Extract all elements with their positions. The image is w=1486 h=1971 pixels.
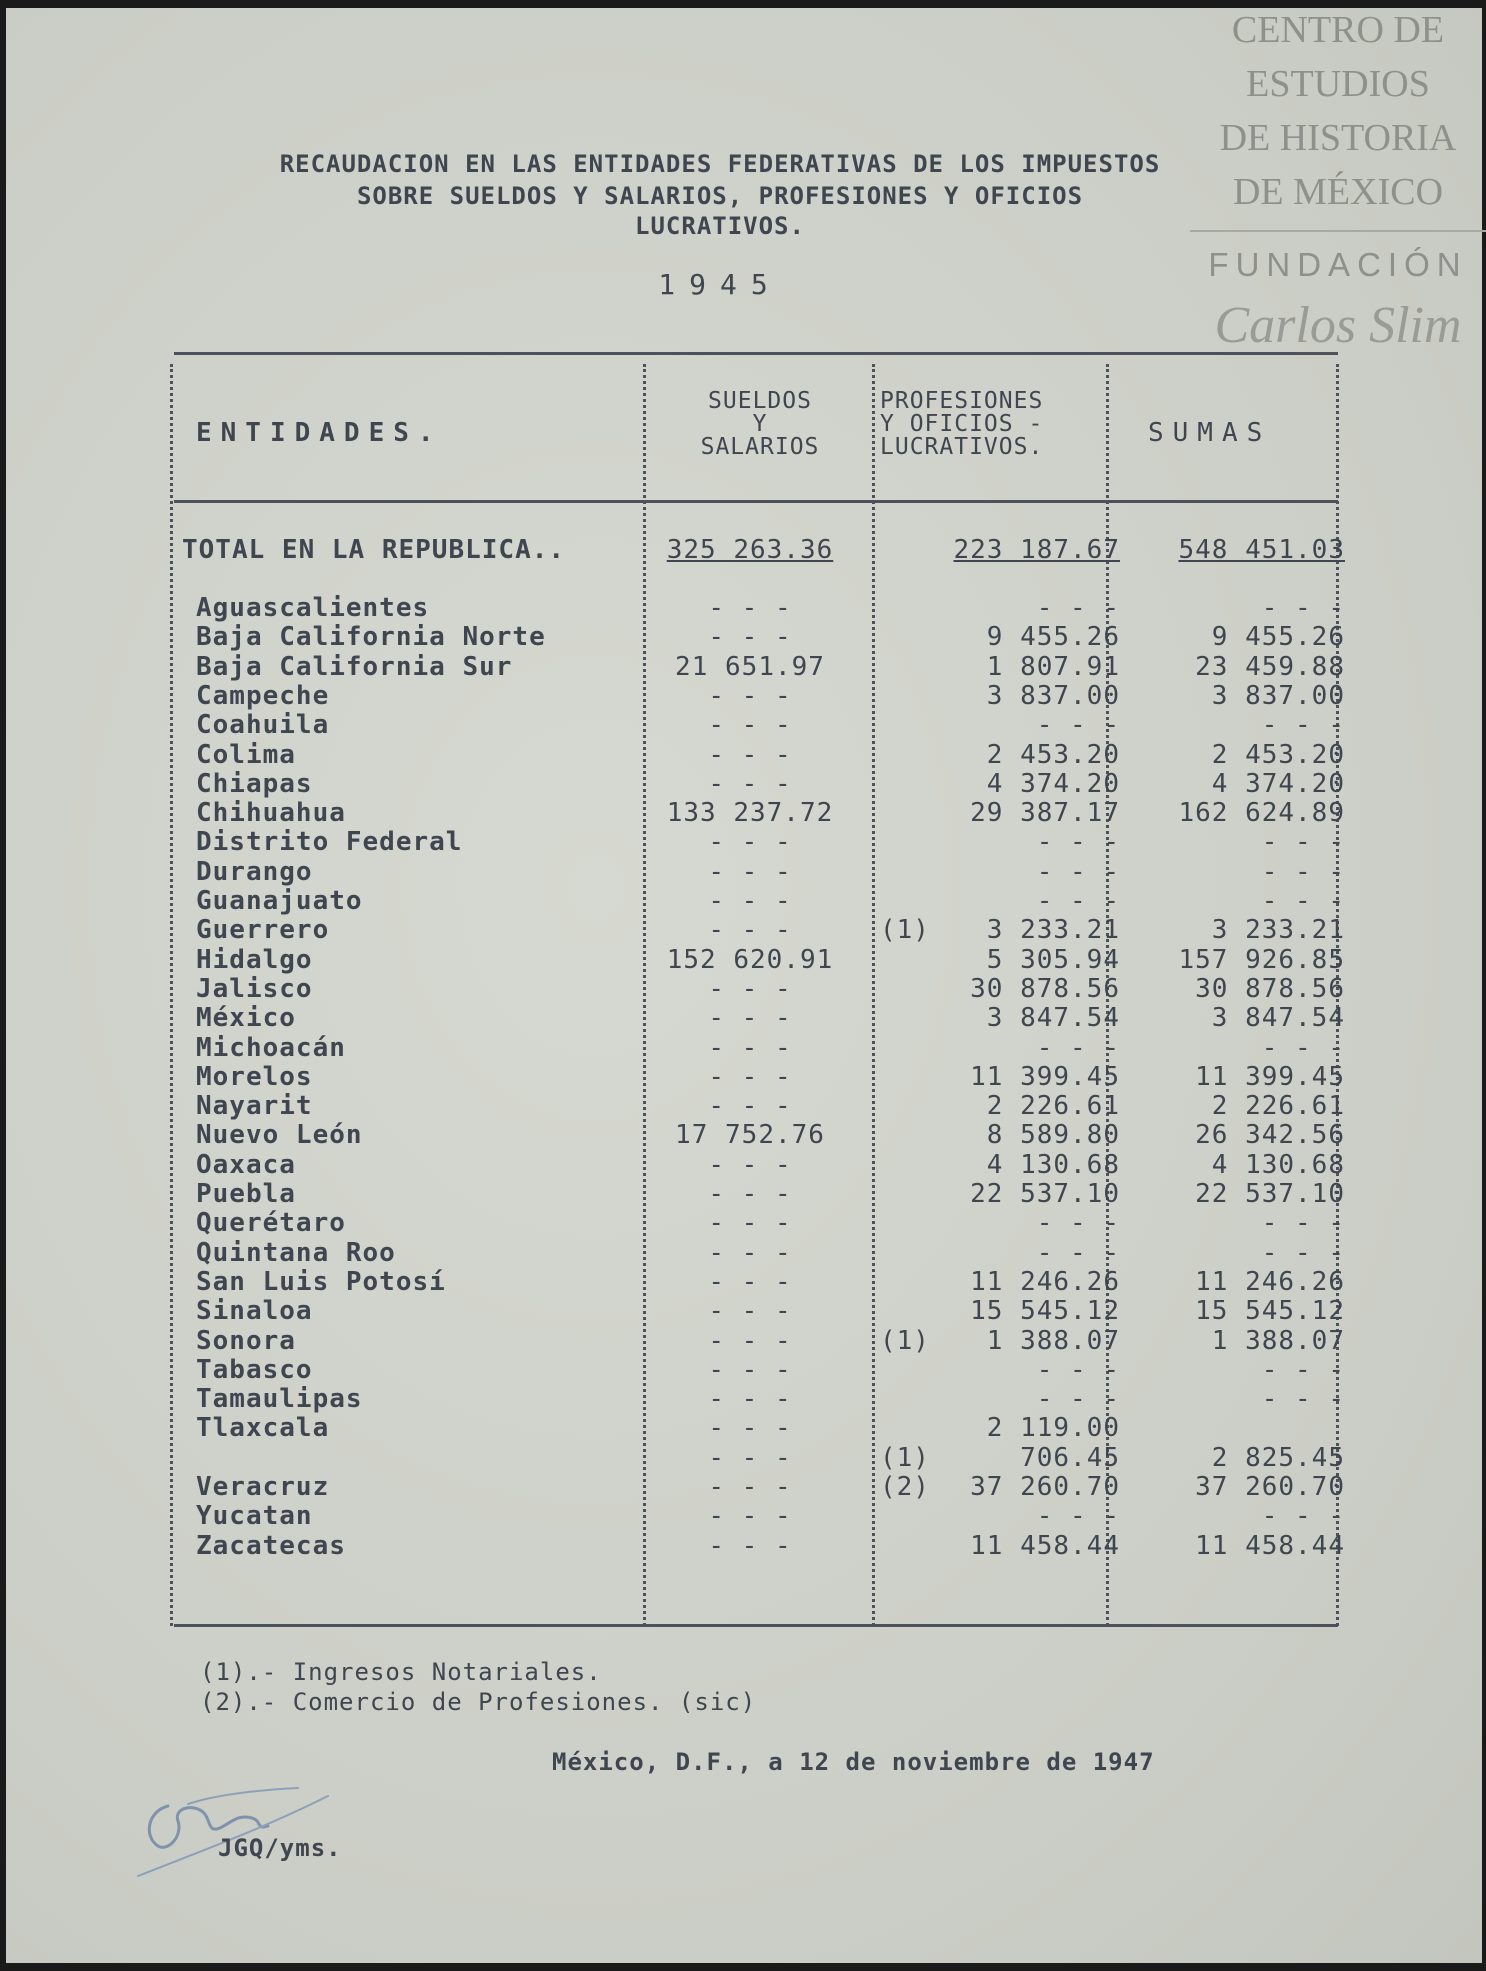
sumas-value: 9 455.26 xyxy=(1211,622,1345,653)
entidad-name: Baja California Sur xyxy=(196,651,513,682)
sueldos-value: - - - xyxy=(708,1354,792,1385)
sueldos-value: - - - xyxy=(708,1208,792,1239)
table-row xyxy=(170,622,1345,653)
sueldos-value: - - - xyxy=(708,1325,792,1356)
entidad-name: Puebla xyxy=(196,1179,296,1209)
entidad-name: Sinaloa xyxy=(196,1296,313,1327)
sumas-value: 22 537.10 xyxy=(1195,1179,1345,1209)
sueldos-value: - - - xyxy=(708,1472,792,1502)
table-row xyxy=(170,768,1345,799)
sueldos-value: - - - xyxy=(708,768,792,799)
sueldos-value: - - - xyxy=(708,973,792,1004)
sueldos-value: - - - xyxy=(708,680,792,711)
sumas-value: 2 453.20 xyxy=(1211,739,1345,770)
sueldos-value: - - - xyxy=(708,856,792,887)
sueldos-value: 21 651.97 xyxy=(675,651,825,682)
watermark-line-3: DE HISTORIA xyxy=(1219,117,1457,159)
profesiones-value: 2 226.61 xyxy=(986,1091,1120,1122)
entidad-name: Tamaulipas xyxy=(196,1384,363,1415)
sumas-value: - - - xyxy=(1261,886,1345,916)
sumas-value: - - - xyxy=(1261,1384,1345,1415)
sumas-value: - - - xyxy=(1261,1032,1345,1063)
table-row xyxy=(170,1414,1340,1443)
entidad-name: Querétaro xyxy=(196,1208,346,1239)
entidad-name: Coahuila xyxy=(196,710,330,741)
sumas-value: 3 837.00 xyxy=(1211,680,1345,711)
table-row xyxy=(170,1501,1345,1532)
sueldos-value: - - - xyxy=(708,1003,792,1034)
entidad-name: México xyxy=(196,1003,296,1034)
sumas-value: 11 246.26 xyxy=(1195,1266,1345,1297)
table-row xyxy=(170,1149,1345,1180)
profesiones-value: - - - xyxy=(1036,827,1120,858)
profesiones-value: - - - xyxy=(1036,886,1120,916)
sueldos-value: - - - xyxy=(708,1237,792,1268)
header-sueldos-line-1: SUELDOS xyxy=(708,388,812,414)
profesiones-value: - - - xyxy=(1036,1384,1120,1415)
entidad-name: Chiapas xyxy=(196,768,313,799)
sueldos-value: - - - xyxy=(708,1179,792,1209)
title-line-3: LUCRATIVOS. xyxy=(635,212,805,240)
entidad-name: Aguascalientes xyxy=(196,593,430,623)
table-row xyxy=(170,944,1345,975)
sueldos-value: - - - xyxy=(708,1442,792,1473)
header-profesiones-line-1: PROFESIONES xyxy=(880,388,1044,414)
entidad-name: Durango xyxy=(196,856,313,887)
entidad-name: Oaxaca xyxy=(196,1149,296,1180)
watermark-line-1: CENTRO DE xyxy=(1231,9,1445,51)
sueldos-value: - - - xyxy=(708,886,792,916)
sueldos-value: - - - xyxy=(708,1149,792,1180)
entidad-name: Tlaxcala xyxy=(196,1413,330,1444)
sumas-value: - - - xyxy=(1261,856,1345,887)
profesiones-value: - - - xyxy=(1036,1237,1120,1268)
entidad-name: Quintana Roo xyxy=(196,1237,396,1268)
entidad-name: Zacatecas xyxy=(196,1530,346,1561)
sueldos-value: - - - xyxy=(708,827,792,858)
sueldos-value: - - - xyxy=(708,1091,792,1122)
sueldos-value: - - - xyxy=(708,1530,792,1561)
table-row xyxy=(170,798,1345,829)
sumas-value: 4 130.68 xyxy=(1211,1149,1345,1180)
profesiones-value: - - - xyxy=(1036,593,1120,623)
header-profesiones-line-3: LUCRATIVOS. xyxy=(880,434,1044,460)
profesiones-value: 706.45 xyxy=(1020,1442,1120,1473)
header-profesiones xyxy=(880,390,1080,459)
profesiones-value: 11 458.44 xyxy=(970,1530,1120,1561)
total-sumas: 548 451.03 xyxy=(1178,535,1345,565)
sueldos-value: - - - xyxy=(708,1266,792,1297)
sumas-value: 2 825.45 xyxy=(1211,1442,1345,1473)
table-row xyxy=(170,1472,1345,1502)
table-row xyxy=(170,915,1345,946)
header-sueldos xyxy=(650,390,870,459)
sueldos-value: - - - xyxy=(708,593,792,623)
table-row xyxy=(170,1237,1345,1268)
entidad-name: Veracruz xyxy=(196,1472,330,1502)
profesiones-value: - - - xyxy=(1036,1354,1120,1385)
sumas-value: 37 260.70 xyxy=(1195,1472,1345,1502)
watermark-signature: Carlos Slim xyxy=(1214,297,1462,354)
profesiones-value: - - - xyxy=(1036,1501,1120,1532)
profesiones-value: 4 374.20 xyxy=(986,768,1120,799)
entidad-name: Jalisco xyxy=(196,973,313,1004)
profesiones-value: 15 545.12 xyxy=(970,1296,1120,1327)
table-top-rule xyxy=(174,352,1338,355)
profesiones-value: 3 233.21 xyxy=(986,915,1120,946)
sumas-value: 157 926.85 xyxy=(1178,944,1345,975)
sumas-value: 30 878.56 xyxy=(1195,973,1345,1004)
total-sueldos: 325 263.36 xyxy=(666,535,834,565)
sumas-value: 3 233.21 xyxy=(1211,915,1345,946)
table-row xyxy=(170,739,1345,770)
entidad-name: Campeche xyxy=(196,680,330,711)
sueldos-value: - - - xyxy=(708,622,792,653)
sumas-value: - - - xyxy=(1261,1354,1345,1385)
table-row xyxy=(170,886,1345,916)
watermark-line-4: DE MÉXICO xyxy=(1232,171,1444,213)
profesiones-value: 9 455.26 xyxy=(986,622,1120,653)
profesiones-value: - - - xyxy=(1036,1208,1120,1239)
table-row xyxy=(170,1325,1345,1356)
sumas-value: 1 388.07 xyxy=(1211,1325,1345,1356)
sumas-value: 11 458.44 xyxy=(1195,1530,1345,1561)
sueldos-value: 152 620.91 xyxy=(666,944,834,975)
sueldos-value: 133 237.72 xyxy=(666,798,834,829)
profesiones-value: 37 260.70 xyxy=(970,1472,1120,1502)
sumas-value: - - - xyxy=(1261,1208,1345,1239)
table-row xyxy=(170,1061,1345,1092)
entidad-name: Morelos xyxy=(196,1061,313,1092)
profesiones-value: 2 453.20 xyxy=(986,739,1120,770)
table-row xyxy=(170,973,1345,1004)
entidad-name: Tabasco xyxy=(196,1354,313,1385)
sueldos-value: - - - xyxy=(708,1384,792,1415)
entidad-name: Guanajuato xyxy=(196,886,363,916)
entidad-name: Sonora xyxy=(196,1325,296,1356)
footnote-2: (2).- Comercio de Profesiones. (sic) xyxy=(200,1688,757,1716)
sueldos-value: - - - xyxy=(708,1413,792,1444)
profesiones-value: 2 119.00 xyxy=(986,1413,1120,1444)
table-row xyxy=(170,827,1345,858)
sumas-value: 3 847.54 xyxy=(1211,1003,1345,1034)
header-sueldos-line-2: Y xyxy=(752,411,768,437)
sumas-value: - - - xyxy=(1261,593,1345,623)
sumas-value: - - - xyxy=(1261,1501,1345,1532)
sueldos-value: - - - xyxy=(708,915,792,946)
table-row xyxy=(170,1208,1345,1239)
profesiones-value: 4 130.68 xyxy=(986,1149,1120,1180)
profesiones-value: - - - xyxy=(1036,710,1120,741)
sueldos-value: - - - xyxy=(708,1061,792,1092)
total-label: TOTAL EN LA REPUBLICA.. xyxy=(182,535,566,565)
sumas-value: - - - xyxy=(1261,1237,1345,1268)
footnote-marker: (1) xyxy=(880,1325,930,1356)
entidad-name: Colima xyxy=(196,739,296,770)
profesiones-value: 3 837.00 xyxy=(986,680,1120,711)
watermark-line-2: ESTUDIOS xyxy=(1246,63,1430,105)
footnote-marker: (1) xyxy=(880,915,930,946)
footnote-marker: (2) xyxy=(880,1472,930,1502)
total-profesiones: 223 187.67 xyxy=(953,535,1120,565)
profesiones-value: 29 387.17 xyxy=(970,798,1120,829)
entidad-name: Guerrero xyxy=(196,915,330,946)
sumas-value: 4 374.20 xyxy=(1211,768,1345,799)
header-bottom-rule xyxy=(174,500,1338,503)
sueldos-value: 17 752.76 xyxy=(675,1120,825,1151)
profesiones-value: 8 589.80 xyxy=(986,1120,1120,1151)
entidad-name: Distrito Federal xyxy=(196,827,463,858)
table-row xyxy=(170,1179,1345,1209)
entidad-name: Hidalgo xyxy=(196,944,313,975)
title-line-2: SOBRE SUELDOS Y SALARIOS, PROFESIONES Y OFICIOS xyxy=(356,182,1084,210)
footnote-1: (1).- Ingresos Notariales. xyxy=(200,1658,602,1686)
entidad-name: San Luis Potosí xyxy=(196,1266,446,1297)
sueldos-value: - - - xyxy=(708,710,792,741)
entidad-name: Michoacán xyxy=(196,1032,346,1063)
table-row xyxy=(170,856,1345,887)
handwritten-signature xyxy=(128,1776,348,1886)
place-and-date: México, D.F., a 12 de noviembre de 1947 xyxy=(552,1748,1155,1776)
sumas-value: - - - xyxy=(1261,827,1345,858)
sueldos-value: - - - xyxy=(708,1296,792,1327)
sueldos-value: - - - xyxy=(708,1032,792,1063)
table-row xyxy=(170,710,1345,741)
sumas-value: - - - xyxy=(1261,710,1345,741)
table-row xyxy=(170,1442,1345,1473)
sumas-value: 11 399.45 xyxy=(1195,1061,1345,1092)
profesiones-value: 1 807.91 xyxy=(986,651,1120,682)
sueldos-value: - - - xyxy=(708,1501,792,1532)
profesiones-value: 5 305.94 xyxy=(986,944,1120,975)
table-row xyxy=(170,1530,1345,1561)
sumas-value: 23 459.88 xyxy=(1195,651,1345,682)
profesiones-value: 30 878.56 xyxy=(970,973,1120,1004)
table-row xyxy=(170,1266,1345,1297)
total-row xyxy=(170,535,1345,565)
entidad-name: Nuevo León xyxy=(196,1120,363,1151)
title-line-1: RECAUDACION EN LAS ENTIDADES FEDERATIVAS DE LOS IMPUESTOS xyxy=(279,150,1161,178)
sumas-value: 2 226.61 xyxy=(1211,1091,1345,1122)
table-row xyxy=(170,1091,1345,1122)
sumas-value: 15 545.12 xyxy=(1195,1296,1345,1327)
profesiones-value: 1 388.07 xyxy=(986,1325,1120,1356)
table-bottom-rule xyxy=(174,1624,1338,1627)
table-row xyxy=(170,593,1345,623)
entidad-name: Baja California Norte xyxy=(196,622,546,653)
header-sueldos-line-3: SALARIOS xyxy=(700,434,820,460)
profesiones-value: - - - xyxy=(1036,1032,1120,1063)
entidad-name: Yucatan xyxy=(196,1501,313,1532)
watermark-fundacion: FUNDACIÓN xyxy=(1208,246,1468,283)
table-row xyxy=(170,1296,1345,1327)
table-row xyxy=(170,651,1345,682)
profesiones-value: 22 537.10 xyxy=(970,1179,1120,1209)
table-row xyxy=(170,680,1345,711)
report-year: 1945 xyxy=(658,268,782,301)
header-entidades: ENTIDADES. xyxy=(196,418,443,448)
header-profesiones-line-2: Y OFICIOS - xyxy=(880,411,1044,437)
table-row xyxy=(170,1003,1345,1034)
profesiones-value: 3 847.54 xyxy=(986,1003,1120,1034)
sumas-value: 26 342.56 xyxy=(1195,1120,1345,1151)
profesiones-value: 11 246.26 xyxy=(970,1266,1120,1297)
table-row xyxy=(170,1032,1345,1063)
entidad-name: Chihuahua xyxy=(196,798,346,829)
sumas-value: 162 624.89 xyxy=(1178,798,1345,829)
profesiones-value: - - - xyxy=(1036,856,1120,887)
entidad-name: Nayarit xyxy=(196,1091,313,1122)
table-row xyxy=(170,1354,1345,1385)
sueldos-value: - - - xyxy=(708,739,792,770)
profesiones-value: 11 399.45 xyxy=(970,1061,1120,1092)
table-row xyxy=(170,1384,1345,1415)
footnote-marker: (1) xyxy=(880,1442,930,1473)
table-row xyxy=(170,1120,1345,1151)
typist-initials: JGQ/yms. xyxy=(218,1834,342,1862)
header-sumas: SUMAS xyxy=(1148,418,1272,448)
